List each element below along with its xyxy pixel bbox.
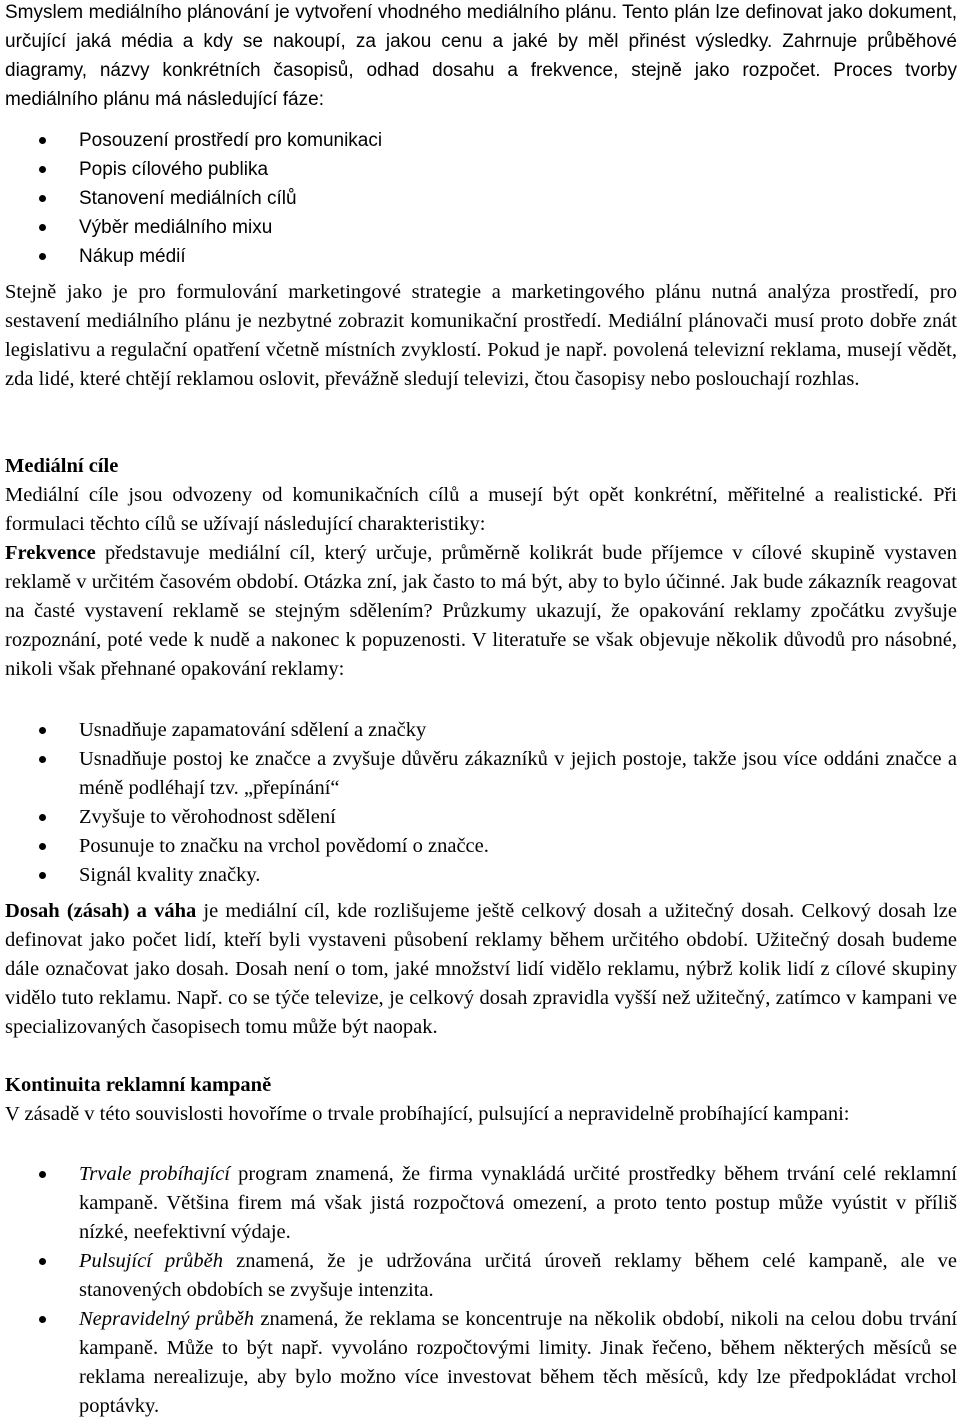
continuity-list <box>0 1160 957 1421</box>
bullet-icon <box>39 224 46 231</box>
intro-paragraph <box>5 0 957 114</box>
continuity-heading: Kontinuita reklamní kampaně <box>5 1074 272 1096</box>
media-goals-heading: Mediální cíle <box>5 455 119 477</box>
list-item: Pulsující průběh znamená, že je udržována určitá úroveň reklamy během celé kampaně, ale ve stanovených obdobích se zvyšuje intenzita. <box>0 1247 957 1305</box>
continuity-paragraph: V zásadě v této souvislosti hovoříme o trvale probíhající, pulsující a nepravidelně probíhající kampani: <box>5 1103 850 1125</box>
reach-paragraph: Dosah (zásah) a váha je mediální cíl, kde rozlišujeme ještě celkový dosah a užitečný dosah. Celkový dosah lze definovat jako počet lidí, kteří byli vystaveni působení reklamy během určitého období. Užitečný dosah budeme dále označovat jako dosah. Dosah není o tom, jaké množství lidí vidělo reklamu, nýbrž kolik lidí z cílové skupiny vidělo tuto reklamu. Např. co se týče televize, je celkový dosah zpravidla vyšší než užitečný, zatímco v kampani ve specializovaných časopisech tomu může být naopak. <box>5 900 958 1038</box>
repetition-reasons-list <box>0 716 957 890</box>
continuity-term: Trvale probíhající <box>79 1163 230 1185</box>
list-item: Nepravidelný průběh znamená, že reklama se koncentruje na několik období, nikoli na celou dobu trvání kampaně. Může to být např. vyvoláno rozpočtovými limity. Jinak řečeno, během některých měsíců se reklama nerealizuje, aby bylo možno více investovat během těch měsíců, kdy lze předpokládat vrchol poptávky. <box>0 1305 957 1421</box>
bullet-icon <box>39 1316 46 1323</box>
bullet-icon <box>39 195 46 202</box>
bullet-icon <box>39 253 46 260</box>
list-item: Zvyšuje to věrohodnost sdělení <box>0 803 957 832</box>
continuity-term: Nepravidelný průběh <box>79 1308 254 1330</box>
bullet-icon <box>39 166 46 173</box>
reach-term: Dosah (zásah) a váha <box>5 900 197 922</box>
bullet-icon <box>39 1171 46 1178</box>
bullet-icon <box>39 756 46 763</box>
bullet-icon <box>39 1258 46 1265</box>
phases-list <box>0 126 957 271</box>
list-item: Popis cílového publika <box>0 155 957 184</box>
frequency-term: Frekvence <box>5 542 96 564</box>
continuity-term: Pulsující průběh <box>79 1250 224 1272</box>
intro-text-phases: Proces tvorby mediálního plánu má následující fáze: <box>5 60 957 110</box>
list-item: Posouzení prostředí pro komunikaci <box>0 126 957 155</box>
frequency-paragraph: Frekvence představuje mediální cíl, který určuje, průměrně kolikrát bude příjemce v cílové skupině vystaven reklamě v určitém časovém období. Otázka zní, jak často to má být, aby to bylo účinné. Jak bude zákazník reagovat na časté vystavení reklamě se stejným sdělením? Průzkumy ukazují, že opakování reklamy zpočátku zvyšuje rozpoznání, poté vede k nudě a nakonec k popuzenosti. V literatuře se však objevuje několik důvodů pro násobné, nikoli však přehnané opakování reklamy: <box>5 542 958 680</box>
bullet-icon <box>39 727 46 734</box>
list-item: Trvale probíhající program znamená, že firma vynakládá určité prostředky během trvání celé reklamní kampaně. Většina firem má však jistá rozpočtová omezení, a proto tento postup může vyústit v příliš nízké, neefektivní výdaje. <box>0 1160 957 1247</box>
bullet-icon <box>39 814 46 821</box>
list-item: Stanovení mediálních cílů <box>0 184 957 213</box>
list-item: Posunuje to značku na vrchol povědomí o značce. <box>0 832 957 861</box>
environment-paragraph: Stejně jako je pro formulování marketingové strategie a marketingového plánu nutná analýza prostředí, pro sestavení mediálního plánu je nezbytné zobrazit komunikační prostředí. Mediální plánovači musí proto dobře znát legislativu a regulační opatření včetně místních zvyklostí. Pokud je např. povolená televizní reklama, musejí vědět, zda lidé, které chtějí reklamou oslovit, převážně sledují televizi, čtou časopisy nebo poslouchají rozhlas. <box>5 281 957 390</box>
list-item: Usnadňuje zapamatování sdělení a značky <box>0 716 957 745</box>
bullet-icon <box>39 843 46 850</box>
list-item: Usnadňuje postoj ke značce a zvyšuje důvěru zákazníků v jejich postoje, takže jsou více oddáni značce a méně podléhají tzv. „přepínání“ <box>0 745 957 803</box>
list-item: Nákup médií <box>0 242 957 271</box>
bullet-icon <box>39 137 46 144</box>
intro-text-sans: Smyslem mediálního plánování je vytvoření vhodného mediálního plánu. Tento plán lze definovat jako dokument, určující jaká média a kdy se nakoupí, za jakou cenu a jaké by měl přinést výsledky. Zahrnuje průběhové diagramy, názvy konkrétních časopisů, odhad dosahu a frekvence, stejně jako rozpočet. <box>5 2 957 81</box>
bullet-icon <box>39 872 46 879</box>
list-item: Signál kvality značky. <box>0 861 957 890</box>
list-item: Výběr mediálního mixu <box>0 213 957 242</box>
media-goals-paragraph: Mediální cíle jsou odvozeny od komunikačních cílů a musejí být opět konkrétní, měřitelné a realistické. Při formulaci těchto cílů se užívají následující charakteristiky: <box>5 484 958 535</box>
